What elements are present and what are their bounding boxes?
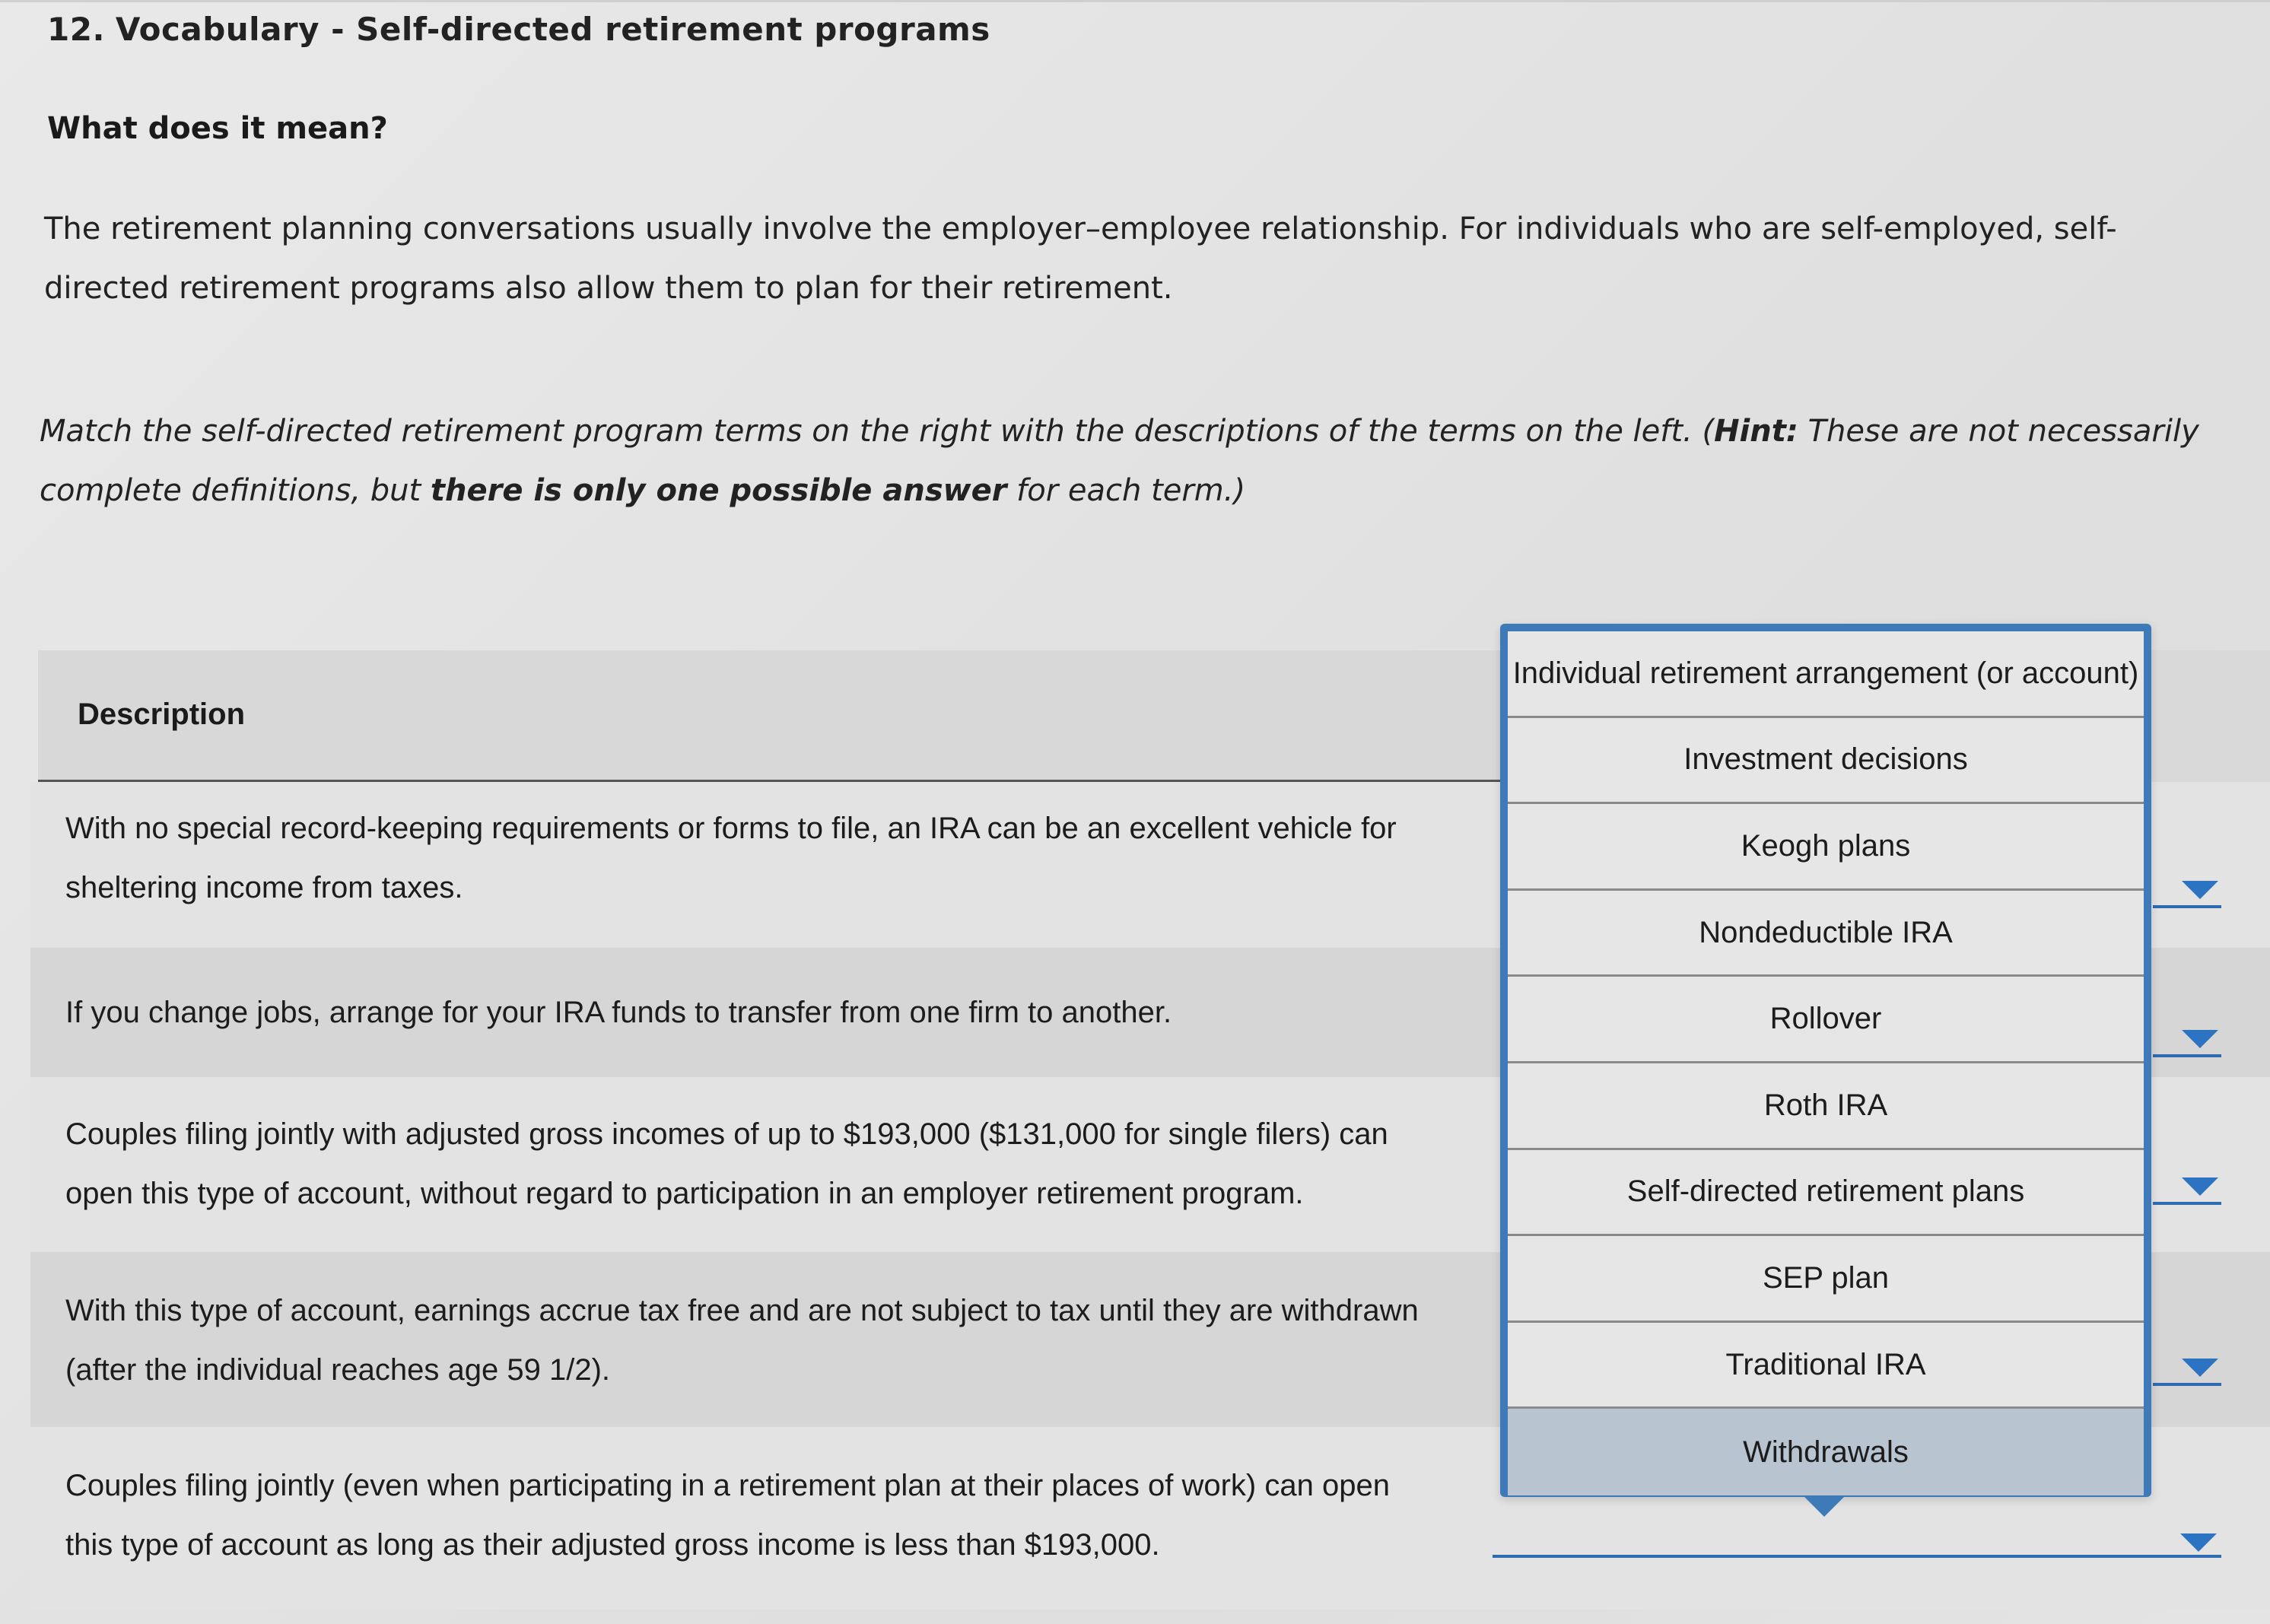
sub-heading: What does it mean? (47, 111, 388, 146)
question-title-text: Vocabulary - Self-directed retirement programs (115, 11, 990, 48)
option-self-directed-retirement-plans[interactable]: Self-directed retirement plans (1508, 1150, 2144, 1237)
table-header (38, 650, 1529, 782)
option-rollover[interactable]: Rollover (1508, 977, 2144, 1063)
answer-options-list[interactable] (1500, 624, 2151, 1497)
instructions-hint-label: Hint: (1714, 414, 1798, 449)
answer-select-3[interactable] (2153, 1202, 2221, 1205)
answer-select-5[interactable] (1493, 1555, 2221, 1558)
description-header: Description (78, 698, 246, 731)
row-description: With this type of account, earnings accrue tax free and are not subject to tax until they are withdrawn (after the individual reaches age 59 1/2). (65, 1294, 1419, 1387)
option-roth-ira[interactable]: Roth IRA (1508, 1063, 2144, 1150)
row-description: Couples filing jointly (even when participating in a retirement plan at their places of work) can open this type of account as long as their adjusted gross income is less than $193,000. (65, 1469, 1390, 1562)
option-sep-plan[interactable]: SEP plan (1508, 1236, 2144, 1323)
chevron-down-icon[interactable] (2182, 881, 2218, 899)
chevron-down-icon[interactable] (2182, 1030, 2218, 1048)
answer-select-4[interactable] (2153, 1383, 2221, 1386)
chevron-down-icon[interactable] (2182, 1359, 2218, 1377)
option-traditional-ira[interactable]: Traditional IRA (1508, 1323, 2144, 1409)
chevron-down-icon[interactable] (2182, 1177, 2218, 1196)
instructions-bold: there is only one possible answer (430, 473, 1007, 508)
question-title (47, 11, 990, 48)
answer-select-1[interactable] (2153, 905, 2221, 908)
option-withdrawals[interactable]: Withdrawals (1508, 1409, 2144, 1495)
dropdown-pointer-icon (1803, 1495, 1846, 1517)
chevron-down-icon[interactable] (2180, 1533, 2217, 1552)
instructions-part1: Match the self-directed retirement program terms on the right with the descriptions of the terms on the left. ( (40, 414, 1715, 449)
option-investment-decisions[interactable]: Investment decisions (1508, 718, 2144, 805)
top-rule (0, 0, 2270, 2)
row-description: Couples filing jointly with adjusted gross incomes of up to $193,000 ($131,000 for single filers) can open this type of account, without regard to participation in an employer retirement program. (65, 1117, 1388, 1210)
instructions-part2: These are not necessarily complete definitions, but (40, 414, 2199, 508)
row-description: With no special record-keeping requirements or forms to file, an IRA can be an excellent vehicle for sheltering income from taxes. (65, 812, 1397, 904)
row-description: If you change jobs, arrange for your IRA funds to transfer from one firm to another. (65, 996, 1172, 1029)
option-nondeductible-ira[interactable]: Nondeductible IRA (1508, 891, 2144, 977)
intro-paragraph: The retirement planning conversations usually involve the employer–employee relationship. For individuals who are self-employed, self-directed retirement programs also allow them to plan for their retirement. (44, 211, 2117, 306)
instructions-part3: for each term.) (1006, 473, 1246, 508)
option-individual-retirement-arrangement[interactable]: Individual retirement arrangement (or account) (1508, 631, 2144, 718)
option-keogh-plans[interactable]: Keogh plans (1508, 804, 2144, 891)
question-number: 12. (47, 11, 105, 48)
answer-select-2[interactable] (2153, 1054, 2221, 1057)
instructions (40, 402, 2223, 520)
